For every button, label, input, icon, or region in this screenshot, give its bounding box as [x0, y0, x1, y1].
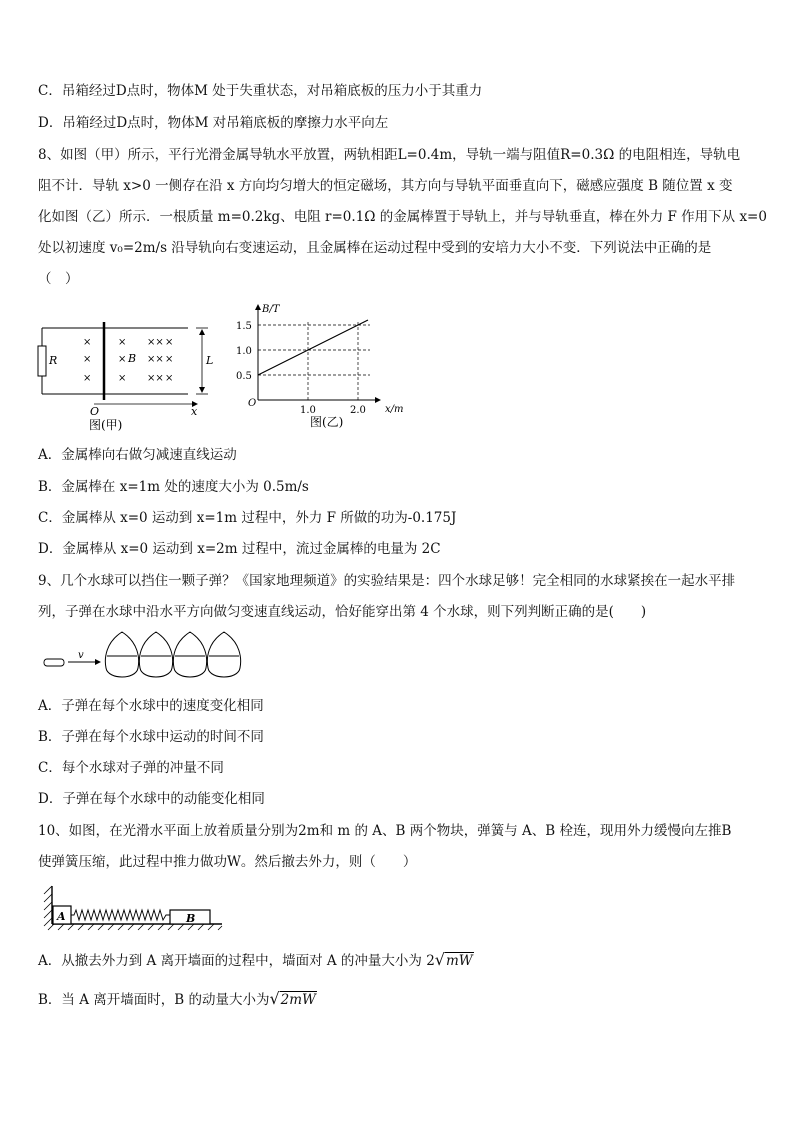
- field-marks-left: [83, 337, 91, 384]
- block-a-label: A: [57, 910, 66, 923]
- water-ball-3: [173, 632, 206, 677]
- q8-stem-line-4: 处以初速度 v₀=2m/s 沿导轨向右变速运动，且金属棒在运动过程中受到的安培力大小不变．下列说法中正确的是: [38, 240, 712, 256]
- q10-option-b-radicand: 2mW: [280, 992, 316, 1008]
- water-ball-1: [105, 632, 138, 677]
- svg-text:×: ×: [165, 373, 174, 384]
- q8-stem-line-5: （ ）: [38, 271, 79, 287]
- water-ball-4: [207, 632, 240, 677]
- svg-text:××: ××: [147, 337, 164, 348]
- x-axis-label: x: [191, 405, 198, 418]
- x-axis-label: x/m: [385, 404, 404, 415]
- field-marks-right: [118, 337, 173, 384]
- q9-option-a: A．子弹在每个水球中的速度变化相同: [38, 698, 264, 714]
- q8-option-b: B．金属棒在 x=1m 处的速度大小为 0.5m/s: [38, 479, 309, 495]
- svg-text:×: ×: [118, 354, 127, 365]
- q8-stem-line-1: 8、如图（甲）所示，平行光滑金属导轨水平放置，两轨相距L=0.4m，导轨一端与阻值R=0.3Ω 的电阻相连，导轨电: [38, 147, 741, 163]
- svg-text:×: ×: [118, 337, 127, 348]
- figure-q9-water-balls: [40, 628, 250, 688]
- q9-option-c: C．每个水球对子弹的冲量不同: [38, 760, 224, 776]
- q10-option-a-radicand: mW: [446, 953, 473, 969]
- svg-text:×: ×: [83, 373, 92, 384]
- bullet: [44, 659, 64, 666]
- svg-text:×: ×: [165, 337, 174, 348]
- svg-text:×: ×: [83, 354, 92, 365]
- water-ball-2: [139, 632, 172, 677]
- spring: [71, 910, 170, 920]
- sqrt-sign: √: [269, 989, 280, 1008]
- svg-text:××: ××: [147, 373, 164, 384]
- data-line-b-vs-x: [258, 320, 368, 375]
- figure-yi-caption: 图(乙): [310, 415, 344, 429]
- distance-l-label: L: [206, 354, 214, 367]
- q9-stem-line-1: 9、几个水球可以挡住一颗子弹？《国家地理频道》的实验结果是：四个水球足够！完全相同的水球紧挨在一起水平排: [38, 573, 736, 589]
- origin-label: O: [248, 398, 257, 409]
- q10-option-b-text: B．当 A 离开墙面时，B 的动量大小为: [38, 992, 270, 1008]
- y-axis-label: B/T: [262, 304, 280, 315]
- y-tick-label-1: 1.0: [236, 346, 252, 357]
- block-b-label: B: [186, 912, 196, 925]
- sqrt-sign: √: [434, 950, 445, 969]
- x-tick-label-1: 2.0: [350, 405, 366, 416]
- q7-option-d: D．吊箱经过D点时，物体M 对吊箱底板的摩擦力水平向左: [38, 115, 389, 131]
- q9-stem-line-2: 列，子弹在水球中沿水平方向做匀变速直线运动，恰好能穿出第 4 个水球，则下列判断正确的是( ): [38, 604, 647, 620]
- q8-stem-line-2: 阻不计．导轨 x>0 一侧存在沿 x 方向均匀增大的恒定磁场，其方向与导轨平面垂直向下，磁感应强度 B 随位置 x 变: [38, 178, 733, 194]
- q10-stem-line-1: 10、如图，在光滑水平面上放着质量分别为2m和 m 的 A、B 两个物块，弹簧与 A、B 栓连，现用外力缓慢向左推B: [38, 823, 732, 839]
- q9-option-b: B．子弹在每个水球中运动的时间不同: [38, 729, 264, 745]
- svg-text:×: ×: [118, 373, 127, 384]
- q10-option-b: [38, 990, 317, 1009]
- q8-option-a: A．金属棒向右做匀减速直线运动: [38, 447, 237, 463]
- resistor-label: R: [49, 354, 58, 367]
- origin-o-label: O: [90, 405, 100, 418]
- svg-text:×: ×: [83, 337, 92, 348]
- q8-option-d: D．金属棒从 x=0 运动到 x=2m 过程中，流过金属棒的电量为 2C: [38, 541, 441, 557]
- q10-option-a: [38, 951, 474, 970]
- q8-option-c: C．金属棒从 x=0 运动到 x=1m 过程中，外力 F 所做的功为-0.175J: [38, 510, 457, 526]
- y-tick-label-0: 0.5: [236, 371, 252, 382]
- q10-stem-line-2: 使弹簧压缩，此过程中推力做功W。然后撤去外力，则（ ）: [38, 854, 417, 870]
- figure-q10-spring-blocks: [40, 880, 230, 932]
- field-b-label: B: [128, 352, 137, 365]
- q8-stem-line-3: 化如图（乙）所示．一根质量 m=0.2kg、电阻 r=0.1Ω 的金属棒置于导轨上，并与导轨垂直，棒在外力 F 作用下从 x=0: [38, 209, 767, 225]
- svg-text:×: ×: [165, 354, 174, 365]
- svg-text:××: ××: [147, 354, 164, 365]
- q10-option-a-text: A．从撤去外力到 A 离开墙面的过程中，墙面对 A 的冲量大小为 2: [38, 953, 435, 969]
- resistor: [38, 346, 46, 376]
- q7-option-c: C．吊箱经过D点时，物体M 处于失重状态，对吊箱底板的压力小于其重力: [38, 83, 483, 99]
- y-tick-label-2: 1.5: [236, 321, 252, 332]
- figure-yi-chart: [228, 300, 408, 432]
- x-tick-label-0: 1.0: [300, 405, 316, 416]
- figure-jia-caption: 图(甲): [89, 418, 123, 432]
- velocity-label: v: [78, 650, 84, 661]
- figure-jia: [36, 318, 216, 433]
- q9-option-d: D．子弹在每个水球中的动能变化相同: [38, 791, 265, 807]
